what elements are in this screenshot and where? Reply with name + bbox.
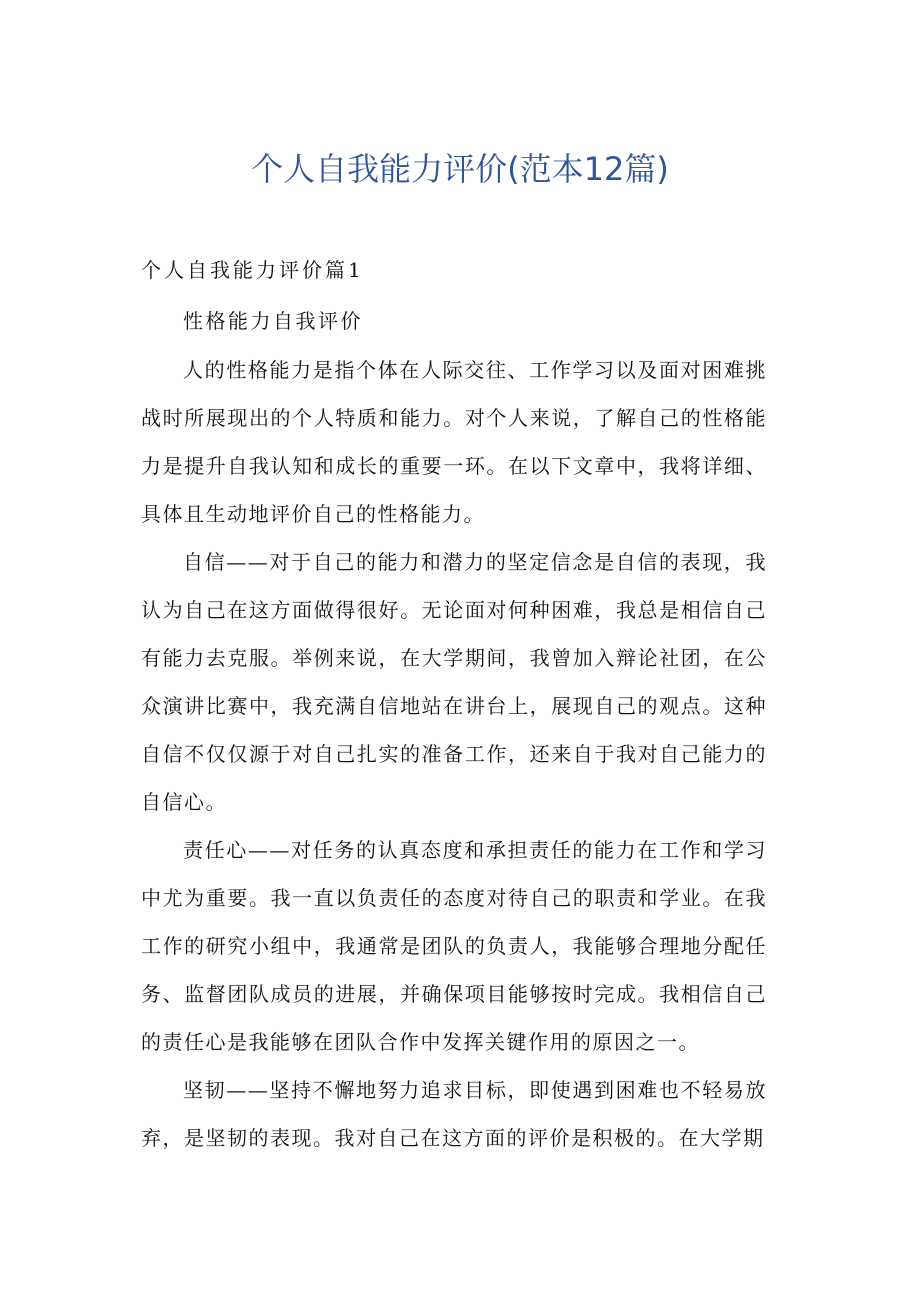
section-heading: 个人自我能力评价篇1 xyxy=(141,258,364,282)
paragraph-perseverance: 坚韧——坚持不懈地努力追求目标，即使遇到困难也不轻易放弃，是坚韧的表现。我对自己在这方面的评价是积极的。在大学期 xyxy=(141,1078,767,1150)
document-body xyxy=(141,252,767,1162)
subheading: 性格能力自我评价 xyxy=(183,309,363,333)
document-title: 个人自我能力评价(范本12篇) xyxy=(251,150,669,188)
paragraph-confidence: 自信——对于自己的能力和潜力的坚定信念是自信的表现，我认为自己在这方面做得很好。无论面对何种困难，我总是相信自己有能力去克服。举例来说，在大学期间，我曾加入辩论社团，在公众演讲比赛中，我充满自信地站在讲台上，展现自己的观点。这种自信不仅仅源于对自己扎实的准备工作，还来自于我对自己能力的自信心。 xyxy=(141,550,767,814)
paragraph-responsibility: 责任心——对任务的认真态度和承担责任的能力在工作和学习中尤为重要。我一直以负责任的态度对待自己的职责和学业。在我工作的研究小组中，我通常是团队的负责人，我能够合理地分配任务、监督团队成员的进展，并确保项目能够按时完成。我相信自己的责任心是我能够在团队合作中发挥关键作用的原因之一。 xyxy=(141,838,767,1054)
paragraph-intro: 人的性格能力是指个体在人际交往、工作学习以及面对困难挑战时所展现出的个人特质和能力。对个人来说，了解自己的性格能力是提升自我认知和成长的重要一环。在以下文章中，我将详细、具体且生动地评价自己的性格能力。 xyxy=(141,358,767,526)
